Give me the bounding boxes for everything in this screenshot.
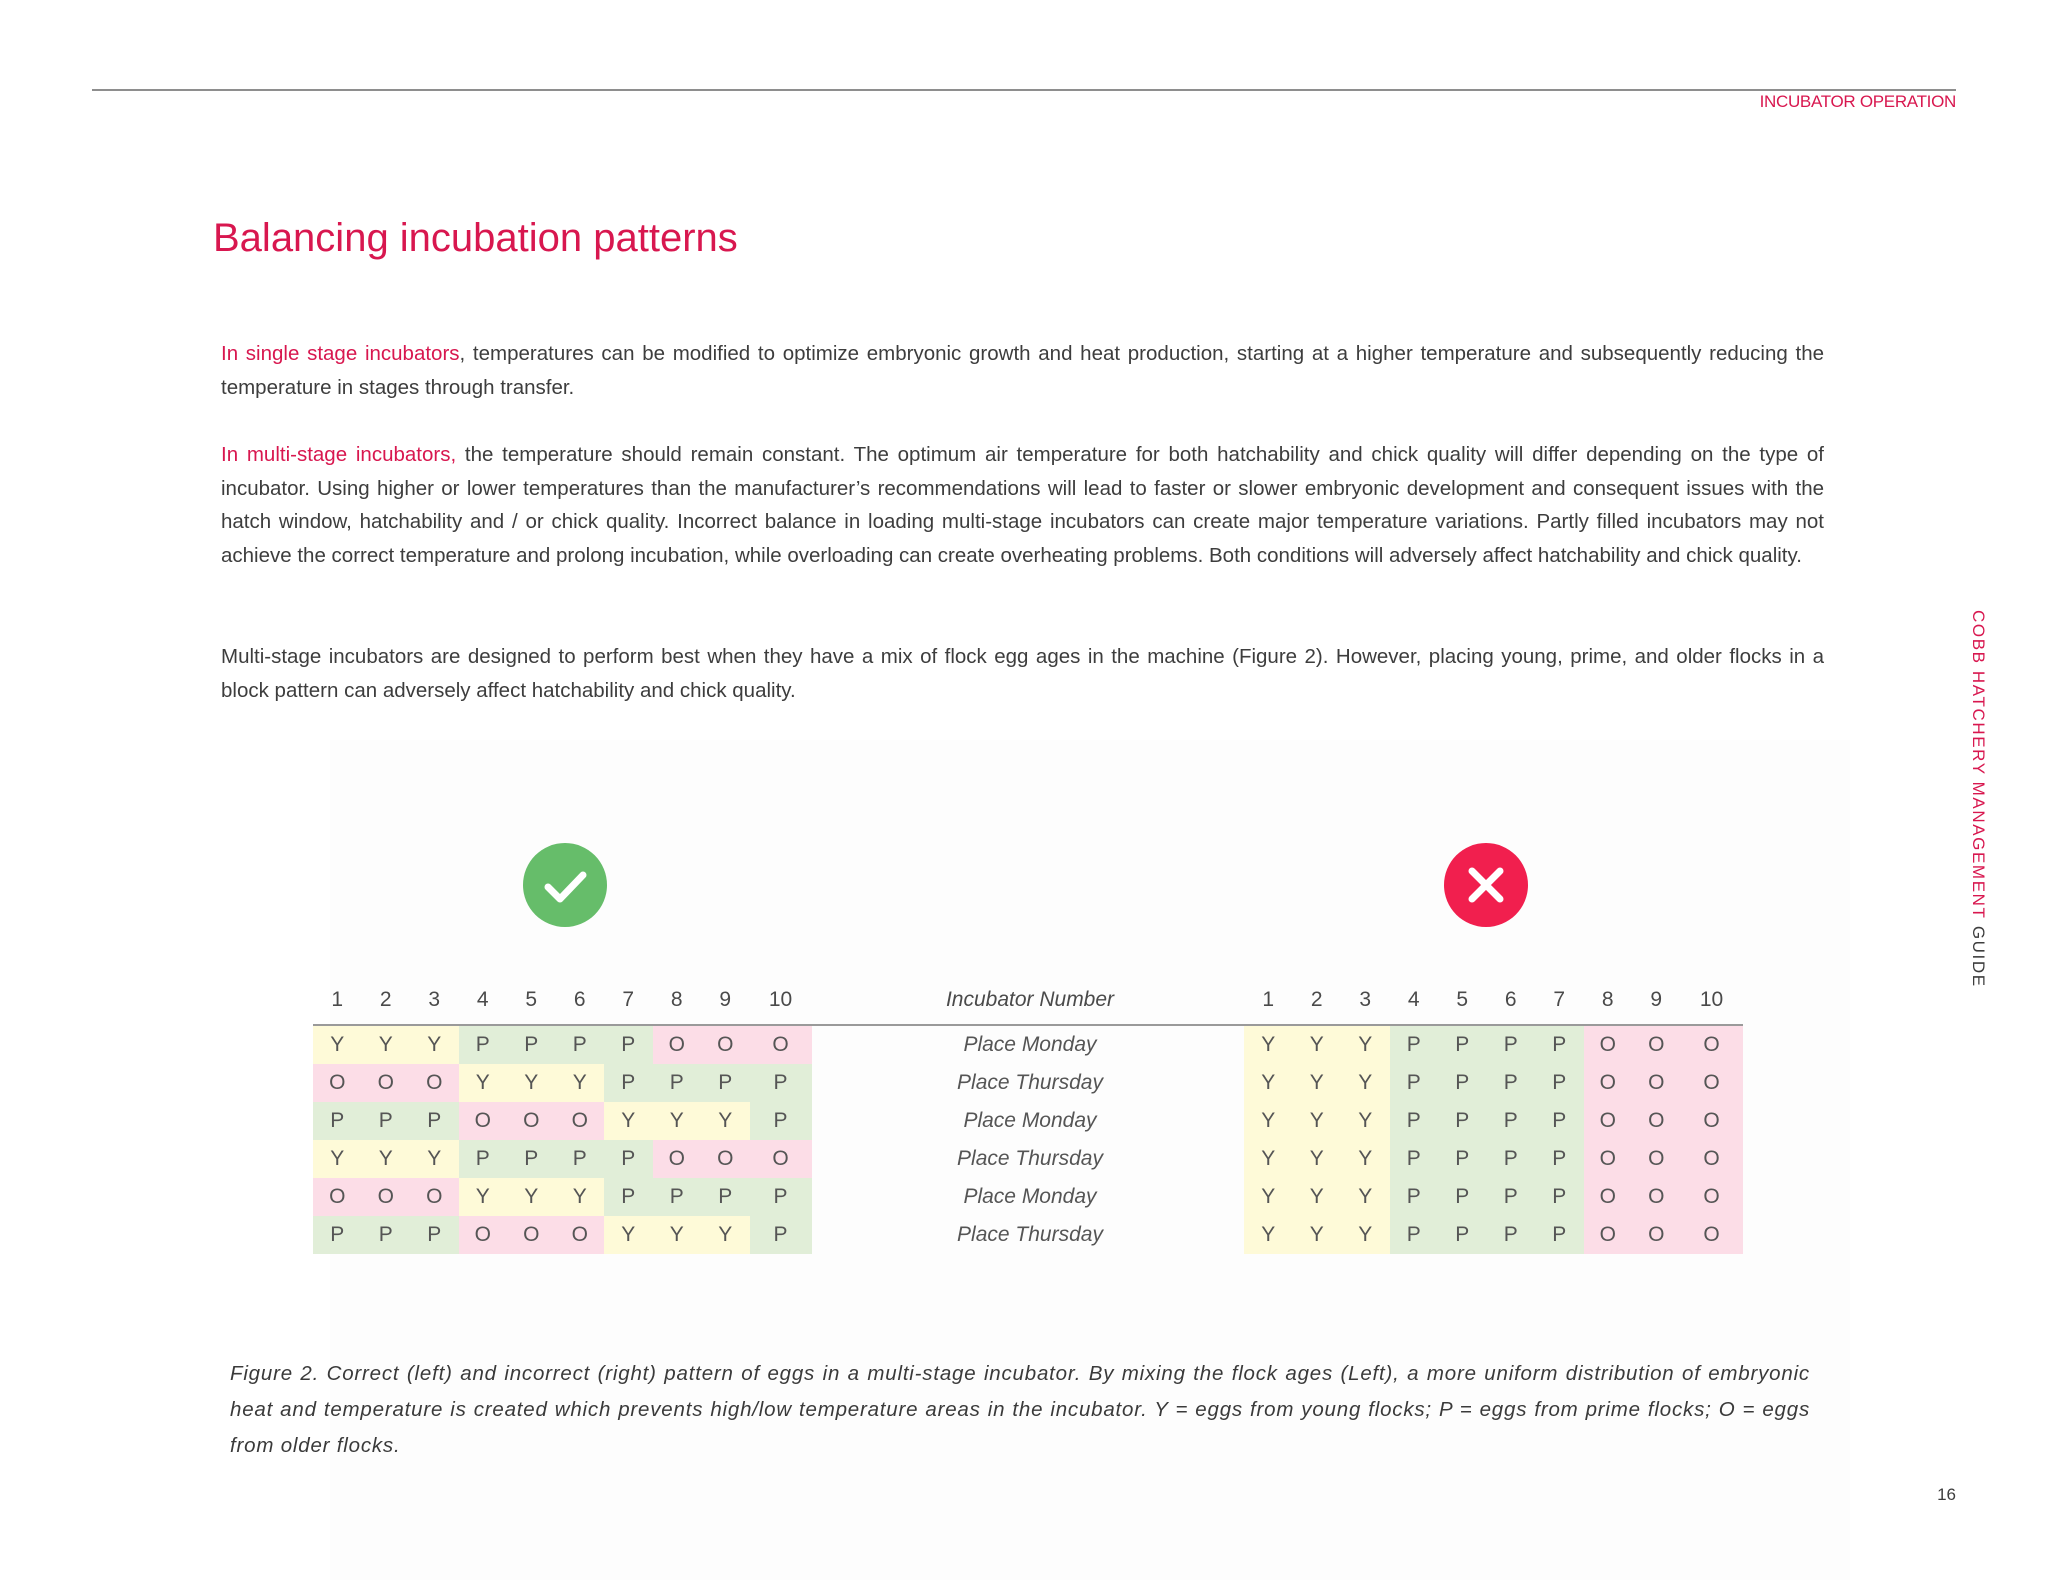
- incubator-number: 9: [1650, 988, 1663, 1011]
- egg-cell: P: [604, 1026, 653, 1064]
- egg-cell: O: [507, 1216, 556, 1254]
- egg-cell: Y: [1293, 1140, 1342, 1178]
- egg-cell: P: [1535, 1140, 1584, 1178]
- egg-cell: O: [556, 1102, 605, 1140]
- egg-cell: P: [459, 1026, 508, 1064]
- egg-cell: Y: [1293, 1026, 1342, 1064]
- egg-cell: Y: [313, 1026, 362, 1064]
- egg-cell: O: [653, 1026, 702, 1064]
- egg-cell: O: [459, 1216, 508, 1254]
- incubator-number: 10: [768, 988, 793, 1011]
- egg-cell: Y: [362, 1026, 411, 1064]
- egg-cell: O: [701, 1140, 750, 1178]
- egg-cell: O: [701, 1026, 750, 1064]
- egg-cell: Y: [653, 1216, 702, 1254]
- egg-cell: O: [1632, 1178, 1681, 1216]
- egg-cell: O: [1681, 1064, 1743, 1102]
- egg-cell: P: [1390, 1178, 1439, 1216]
- incubator-number: 2: [379, 988, 392, 1011]
- egg-cell: P: [750, 1102, 812, 1140]
- egg-cell: O: [362, 1178, 411, 1216]
- egg-cell: Y: [1293, 1102, 1342, 1140]
- egg-cell: P: [750, 1216, 812, 1254]
- egg-cell: Y: [1293, 1064, 1342, 1102]
- egg-cell: Y: [410, 1026, 459, 1064]
- egg-cell: O: [1681, 1102, 1743, 1140]
- side-guide-label: [1968, 610, 1988, 988]
- egg-cell: P: [1487, 1026, 1536, 1064]
- incubator-number: 3: [1359, 988, 1372, 1011]
- page-title: Balancing incubation patterns: [213, 216, 738, 260]
- egg-cell: P: [604, 1178, 653, 1216]
- egg-cell: P: [1438, 1026, 1487, 1064]
- section-label: INCUBATOR OPERATION: [1759, 92, 1956, 111]
- egg-cell: P: [556, 1026, 605, 1064]
- egg-cell: Y: [1244, 1026, 1293, 1064]
- egg-cell: Y: [1341, 1102, 1390, 1140]
- incubator-number: 1: [1262, 988, 1275, 1011]
- egg-cell: O: [1632, 1216, 1681, 1254]
- single-stage-text: , temperatures can be modified to optimize embryonic growth and heat production, starting at a higher temperature and subsequently reducing the temperature in stages through transfer.: [221, 342, 1824, 399]
- egg-cell: O: [1681, 1140, 1743, 1178]
- egg-cell: Y: [1341, 1140, 1390, 1178]
- figure-caption: Figure 2. Correct (left) and incorrect (right) pattern of eggs in a multi-stage incubator. By mixing the flock ages (Left), a more uniform distribution of embryonic heat and temperature is created which prevents high/low temperature areas in the incubator. Y = eggs from young flocks; P = eggs from prime flocks; O = eggs from older flocks.: [230, 1362, 1810, 1457]
- egg-cell: P: [1535, 1064, 1584, 1102]
- egg-cell: P: [1487, 1140, 1536, 1178]
- egg-cell: O: [1632, 1102, 1681, 1140]
- egg-cell: P: [1535, 1026, 1584, 1064]
- egg-cell: O: [1584, 1064, 1633, 1102]
- egg-cell: O: [1584, 1026, 1633, 1064]
- egg-cell: P: [410, 1216, 459, 1254]
- egg-cell: P: [1390, 1216, 1439, 1254]
- incubator-number: 8: [1601, 988, 1614, 1011]
- side-label-accent: COBB HATCHERY MANAGEMENT: [1969, 610, 1988, 920]
- egg-cell: P: [459, 1140, 508, 1178]
- egg-cell: Y: [604, 1102, 653, 1140]
- row-label: Place Monday: [963, 1185, 1097, 1208]
- egg-cell: Y: [701, 1216, 750, 1254]
- incubator-number: 7: [1553, 988, 1566, 1011]
- egg-cell: P: [1487, 1064, 1536, 1102]
- egg-cell: O: [1681, 1178, 1743, 1216]
- egg-cell: P: [1438, 1178, 1487, 1216]
- row-label: Place Monday: [963, 1109, 1097, 1132]
- page-number: 16: [1937, 1485, 1956, 1504]
- check-icon: [523, 843, 607, 927]
- egg-cell: P: [1438, 1140, 1487, 1178]
- row-label: Place Monday: [963, 1033, 1097, 1056]
- incubator-number: 6: [1504, 988, 1517, 1011]
- incubator-number: 8: [670, 988, 683, 1011]
- egg-cell: O: [410, 1064, 459, 1102]
- egg-cell: Y: [1244, 1178, 1293, 1216]
- egg-cell: O: [459, 1102, 508, 1140]
- egg-cell: Y: [1341, 1064, 1390, 1102]
- multi-stage-highlight: In multi-stage incubators,: [221, 443, 457, 466]
- incubator-number: 1: [331, 988, 344, 1011]
- incubator-number: 5: [1456, 988, 1469, 1011]
- egg-cell: Y: [1244, 1216, 1293, 1254]
- egg-cell: O: [313, 1064, 362, 1102]
- egg-cell: O: [653, 1140, 702, 1178]
- incubator-number-header: Incubator Number: [945, 988, 1115, 1011]
- egg-cell: O: [1681, 1026, 1743, 1064]
- incubator-number: 3: [428, 988, 441, 1011]
- egg-cell: Y: [604, 1216, 653, 1254]
- egg-cell: P: [653, 1064, 702, 1102]
- egg-cell: O: [1681, 1216, 1743, 1254]
- egg-cell: P: [362, 1216, 411, 1254]
- egg-cell: Y: [653, 1102, 702, 1140]
- egg-cell: Y: [410, 1140, 459, 1178]
- egg-cell: P: [313, 1216, 362, 1254]
- egg-cell: O: [1632, 1026, 1681, 1064]
- incubator-number: 4: [1407, 988, 1420, 1011]
- egg-cell: P: [701, 1064, 750, 1102]
- egg-cell: P: [750, 1178, 812, 1216]
- egg-cell: Y: [1244, 1064, 1293, 1102]
- row-label: Place Thursday: [957, 1071, 1103, 1094]
- egg-cell: Y: [1293, 1178, 1342, 1216]
- egg-cell: Y: [1293, 1216, 1342, 1254]
- egg-cell: P: [604, 1064, 653, 1102]
- header-rule: [92, 89, 1956, 91]
- egg-cell: P: [701, 1178, 750, 1216]
- egg-cell: Y: [701, 1102, 750, 1140]
- egg-cell: O: [1632, 1064, 1681, 1102]
- egg-cell: P: [1390, 1140, 1439, 1178]
- cross-icon: [1444, 843, 1528, 927]
- egg-cell: O: [750, 1140, 812, 1178]
- egg-cell: P: [1487, 1102, 1536, 1140]
- egg-cell: O: [1584, 1102, 1633, 1140]
- side-label-dark: GUIDE: [1969, 925, 1988, 988]
- egg-cell: P: [362, 1102, 411, 1140]
- egg-cell: Y: [1341, 1178, 1390, 1216]
- egg-cell: Y: [459, 1064, 508, 1102]
- egg-cell: Y: [556, 1064, 605, 1102]
- egg-cell: P: [653, 1178, 702, 1216]
- incubator-number: 4: [476, 988, 489, 1011]
- egg-cell: P: [1438, 1102, 1487, 1140]
- egg-cell: P: [1535, 1216, 1584, 1254]
- egg-cell: P: [1487, 1178, 1536, 1216]
- paragraph-single-stage: [221, 337, 1824, 404]
- egg-cell: Y: [1341, 1026, 1390, 1064]
- egg-cell: P: [1390, 1102, 1439, 1140]
- incubator-number: 2: [1310, 988, 1323, 1011]
- egg-cell: Y: [507, 1178, 556, 1216]
- egg-cell: P: [556, 1140, 605, 1178]
- egg-cell: O: [1584, 1140, 1633, 1178]
- egg-cell: Y: [313, 1140, 362, 1178]
- egg-cell: O: [313, 1178, 362, 1216]
- egg-cell: P: [1438, 1064, 1487, 1102]
- egg-cell: P: [410, 1102, 459, 1140]
- egg-cell: O: [556, 1216, 605, 1254]
- egg-cell: O: [410, 1178, 459, 1216]
- egg-cell: O: [1584, 1178, 1633, 1216]
- incubator-number: 6: [573, 988, 586, 1011]
- egg-cell: O: [750, 1026, 812, 1064]
- egg-cell: P: [1390, 1026, 1439, 1064]
- multi-stage-text: the temperature should remain constant. The optimum air temperature for both hatchability and chick quality will differ depending on the type of incubator. Using higher or lower temperatures than the manufacturer’s recommendations will lead to faster or slower embryonic development and consequent issues with the hatch window, hatchability and / or chick quality. Incorrect balance in loading multi-stage incubators can create major temperature variations. Partly filled incubators may not achieve the correct temperature and prolong incubation, while overloading can create overheating problems. Both conditions will adversely affect hatchability and chick quality.: [221, 443, 1824, 567]
- egg-cell: P: [313, 1102, 362, 1140]
- egg-cell: P: [1487, 1216, 1536, 1254]
- paragraph-multi-stage: [221, 438, 1824, 572]
- egg-cell: O: [507, 1102, 556, 1140]
- row-label: Place Thursday: [957, 1223, 1103, 1246]
- egg-cell: P: [1535, 1178, 1584, 1216]
- egg-cell: Y: [1341, 1216, 1390, 1254]
- egg-cell: O: [1632, 1140, 1681, 1178]
- egg-cell: O: [1584, 1216, 1633, 1254]
- egg-cell: P: [750, 1064, 812, 1102]
- incubator-number: 5: [525, 988, 538, 1011]
- incubator-number: 10: [1699, 988, 1724, 1011]
- egg-cell: Y: [459, 1178, 508, 1216]
- egg-cell: Y: [1244, 1102, 1293, 1140]
- incubator-number: 7: [622, 988, 635, 1011]
- egg-cell: Y: [1244, 1140, 1293, 1178]
- egg-cell: O: [362, 1064, 411, 1102]
- egg-cell: Y: [556, 1178, 605, 1216]
- incubator-number: 9: [719, 988, 732, 1011]
- egg-cell: Y: [507, 1064, 556, 1102]
- egg-cell: P: [507, 1140, 556, 1178]
- paragraph-mix-ages: Multi-stage incubators are designed to perform best when they have a mix of flock egg ages in the machine (Figure 2). However, placing young, prime, and older flocks in a block pattern can adversely affect hatchability and chick quality.: [221, 645, 1824, 702]
- egg-cell: P: [1438, 1216, 1487, 1254]
- egg-cell: P: [507, 1026, 556, 1064]
- egg-cell: P: [604, 1140, 653, 1178]
- egg-cell: P: [1535, 1102, 1584, 1140]
- row-label: Place Thursday: [957, 1147, 1103, 1170]
- egg-cell: Y: [362, 1140, 411, 1178]
- single-stage-highlight: In single stage incubators: [221, 342, 460, 365]
- egg-cell: P: [1390, 1064, 1439, 1102]
